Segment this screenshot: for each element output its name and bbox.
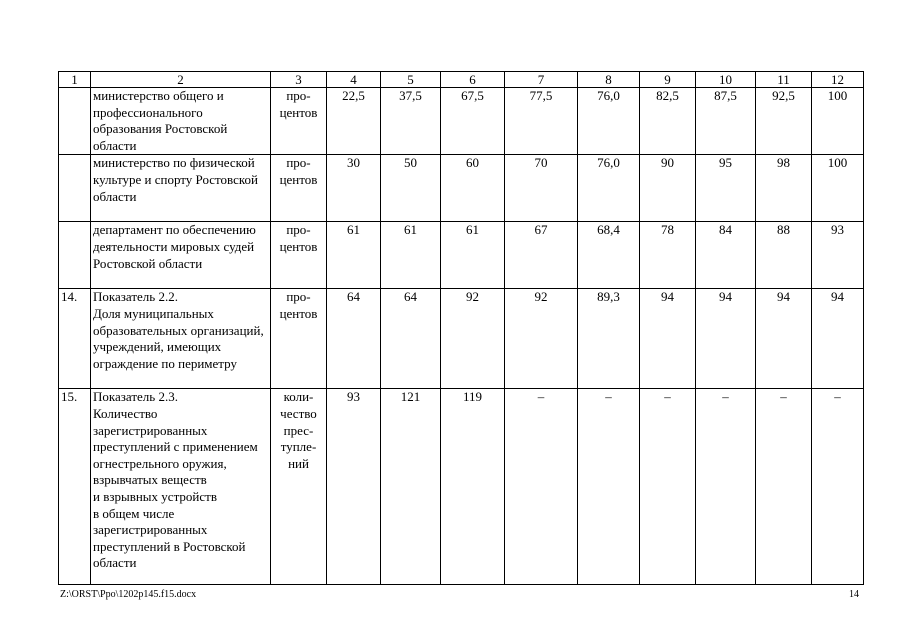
table-row [59, 289, 864, 389]
value-cell: 76,0 [578, 155, 640, 222]
unit-text: про- центов [279, 155, 318, 187]
indicator-name: министерство по физической культуре и спорту Ростовской области [91, 155, 271, 222]
column-header: 7 [505, 72, 578, 88]
column-header: 4 [327, 72, 381, 88]
unit-text: про- центов [279, 289, 318, 321]
indicator-name [91, 289, 271, 389]
table-row [59, 155, 864, 222]
value-cell: – [696, 389, 756, 585]
value-cell: 64 [381, 289, 441, 389]
unit-text: коли- чество прес- тупле- ний [280, 389, 317, 471]
value-cell: 84 [696, 222, 756, 289]
page-number: 14 [849, 589, 859, 600]
unit-text: про- центов [279, 88, 318, 120]
indicator-description: Доля муниципальных образовательных организаций, учреждений, имеющих ограждение по периметру [93, 305, 264, 371]
row-index [59, 222, 91, 289]
value-cell: 50 [381, 155, 441, 222]
value-cell: 121 [381, 389, 441, 585]
value-cell: 93 [327, 389, 381, 585]
column-header: 12 [812, 72, 864, 88]
value-cell: 92,5 [756, 88, 812, 155]
column-header: 3 [271, 72, 327, 88]
value-cell: 93 [812, 222, 864, 289]
indicator-table [58, 71, 864, 585]
value-cell: 64 [327, 289, 381, 389]
value-cell: 61 [327, 222, 381, 289]
row-index [59, 155, 91, 222]
value-cell: 61 [441, 222, 505, 289]
value-cell: 94 [640, 289, 696, 389]
indicator-code: Показатель 2.3. [93, 389, 178, 405]
value-cell: 98 [756, 155, 812, 222]
row-index: 14. [59, 289, 91, 389]
column-header: 8 [578, 72, 640, 88]
column-header: 6 [441, 72, 505, 88]
value-cell: 37,5 [381, 88, 441, 155]
value-cell: 100 [812, 88, 864, 155]
value-cell: 88 [756, 222, 812, 289]
column-header: 11 [756, 72, 812, 88]
indicator-name [91, 389, 271, 585]
indicator-code: Показатель 2.2. [93, 289, 178, 305]
value-cell: – [505, 389, 578, 585]
value-cell: 67,5 [441, 88, 505, 155]
header-row [59, 72, 864, 88]
value-cell: 94 [696, 289, 756, 389]
file-path: Z:\ORST\Ppo\1202p145.f15.docx [60, 589, 197, 600]
unit-cell [271, 88, 327, 155]
unit-cell [271, 389, 327, 585]
value-cell: 30 [327, 155, 381, 222]
indicator-description: Количество зарегистрированных преступлений с применением огнестрельного оружия, взрывчатых веществ [93, 405, 258, 488]
column-header: 9 [640, 72, 696, 88]
unit-cell [271, 155, 327, 222]
column-header: 1 [59, 72, 91, 88]
value-cell: 100 [812, 155, 864, 222]
value-cell: – [812, 389, 864, 585]
indicator-name: министерство общего и профессионального образования Ростовской области [91, 88, 271, 155]
row-index: 15. [59, 389, 91, 585]
value-cell: – [578, 389, 640, 585]
value-cell: 76,0 [578, 88, 640, 155]
column-header: 2 [91, 72, 271, 88]
table-row [59, 88, 864, 155]
value-cell: 61 [381, 222, 441, 289]
table-row [59, 389, 864, 585]
value-cell: 89,3 [578, 289, 640, 389]
value-cell: – [756, 389, 812, 585]
value-cell: 119 [441, 389, 505, 585]
value-cell: 82,5 [640, 88, 696, 155]
value-cell: 94 [812, 289, 864, 389]
table-row [59, 222, 864, 289]
value-cell: 92 [505, 289, 578, 389]
value-cell: 70 [505, 155, 578, 222]
value-cell: 60 [441, 155, 505, 222]
value-cell: 77,5 [505, 88, 578, 155]
value-cell: 68,4 [578, 222, 640, 289]
indicator-name: департамент по обеспечению деятельности мировых судей Ростовской области [91, 222, 271, 289]
unit-cell [271, 222, 327, 289]
column-header: 10 [696, 72, 756, 88]
value-cell: 95 [696, 155, 756, 222]
value-cell: 87,5 [696, 88, 756, 155]
value-cell: 94 [756, 289, 812, 389]
indicator-description: и взрывных устройств [93, 488, 217, 504]
value-cell: 90 [640, 155, 696, 222]
value-cell: 78 [640, 222, 696, 289]
value-cell: 67 [505, 222, 578, 289]
row-index [59, 88, 91, 155]
unit-cell [271, 289, 327, 389]
unit-text: про- центов [279, 222, 318, 254]
column-header: 5 [381, 72, 441, 88]
value-cell: – [640, 389, 696, 585]
value-cell: 92 [441, 289, 505, 389]
indicator-description: в общем числе зарегистрированных преступлений в Ростовской области [93, 505, 246, 571]
value-cell: 22,5 [327, 88, 381, 155]
